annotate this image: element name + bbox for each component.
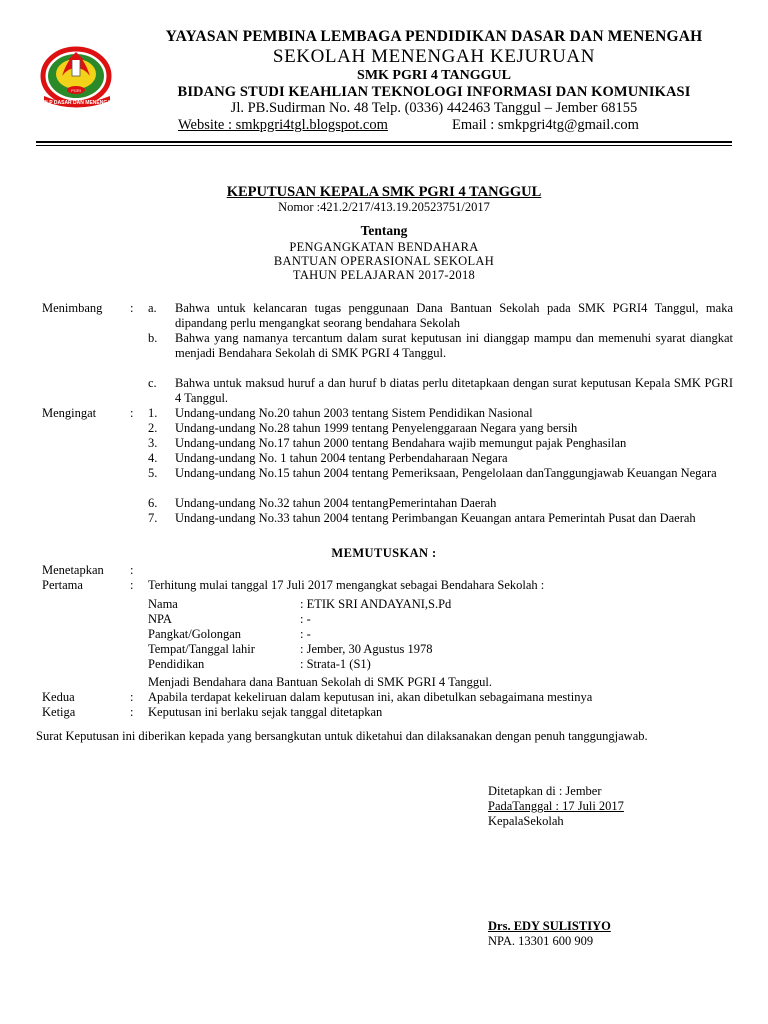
letterhead-address: Jl. PB.Sudirman No. 48 Telp. (0336) 442463 Tanggul – Jember 68155 bbox=[230, 100, 638, 116]
school-logo-icon bbox=[38, 46, 116, 108]
letterhead-contact bbox=[178, 117, 738, 134]
document-title: KEPUTUSAN KEPALA SMK PGRI 4 TANGGUL bbox=[226, 184, 542, 200]
field-label: Pangkat/Golongan bbox=[148, 627, 242, 641]
letterhead-field: BIDANG STUDI KEAHLIAN TEKNOLOGI INFORMASI DAN KOMUNIKASI bbox=[177, 84, 691, 100]
list-item: b. Bahwa yang namanya tercantum dalam surat keputusan ini dianggap mampu dan memenuhi syarat diangkat menjadi Bendahara Sekolah di SMK PGRI 4 Tanggul. bbox=[148, 331, 733, 360]
list-item: 6. Undang-undang No.32 tahun 2004 tentangPemerintahan Daerah bbox=[148, 496, 497, 510]
list-item: c. Bahwa untuk maksud huruf a dan huruf b diatas perlu ditetapkaan dengan surat keputusan Kepala SMK PGRI 4 Tanggul. bbox=[148, 376, 733, 405]
kedua-text: Apabila terdapat kekeliruan dalam keputusan ini, akan dibetulkan sebagaimana mestinya bbox=[148, 690, 593, 704]
website-link[interactable]: Website : smkpgri4tgl.blogspot.com bbox=[178, 117, 388, 133]
list-item: 5. Undang-undang No.15 tahun 2004 tentang Pemeriksaan, Pengelolaan danTanggungjawab Keuangan Negara bbox=[148, 466, 717, 480]
letterhead-divider bbox=[36, 141, 732, 143]
pertama-closing: Menjadi Bendahara dana Bantuan Sekolah di SMK PGRI 4 Tanggul. bbox=[148, 675, 492, 689]
pertama-colon: : bbox=[130, 578, 134, 592]
svg-text:YPLP DASAR DAN MENENGAH: YPLP DASAR DAN MENENGAH bbox=[39, 100, 115, 106]
pertama-text: Terhitung mulai tanggal 17 Juli 2017 mengangkat sebagai Bendahara Sekolah : bbox=[148, 578, 545, 592]
list-item: 7. Undang-undang No.33 tahun 2004 tentang Perimbangan Keuangan antara Pemerintah Pusat dan Daerah bbox=[148, 511, 696, 525]
svg-text:PGRI: PGRI bbox=[71, 88, 81, 93]
ketiga-label: Ketiga bbox=[42, 705, 76, 719]
field-value: : - bbox=[300, 612, 311, 626]
mengingat-colon: : bbox=[130, 406, 134, 420]
field-value: : - bbox=[300, 627, 311, 641]
menimbang-label: Menimbang bbox=[42, 301, 103, 315]
memutuskan-heading: MEMUTUSKAN : bbox=[331, 546, 437, 560]
list-item: a. Bahwa untuk kelancaran tugas penggunaan Dana Bantuan Sekolah pada SMK PGRI4 Tanggul, maka dipandang perlu mengangkat seorang bendahara Sekolah bbox=[148, 301, 733, 330]
kedua-colon: : bbox=[130, 690, 134, 704]
field-label: Nama bbox=[148, 597, 178, 611]
ketiga-text: Keputusan ini berlaku sejak tanggal ditetapkan bbox=[148, 705, 383, 719]
signature-position: KepalaSekolah bbox=[488, 814, 564, 828]
letterhead-divider-thin bbox=[36, 145, 732, 146]
list-item: 3. Undang-undang No.17 tahun 2000 tentang Bendahara wajib memungut pajak Penghasilan bbox=[148, 436, 627, 450]
document-number: Nomor :421.2/217/413.19.20523751/2017 bbox=[278, 200, 490, 214]
field-label: Tempat/Tanggal lahir bbox=[148, 642, 255, 656]
mengingat-label: Mengingat bbox=[42, 406, 97, 420]
list-item: 2. Undang-undang No.28 tahun 1999 tentang Penyelenggaraan Negara yang bersih bbox=[148, 421, 578, 435]
subject-line-1: PENGANGKATAN BENDAHARA bbox=[289, 240, 479, 254]
subject-line-3: TAHUN PELAJARAN 2017-2018 bbox=[292, 268, 476, 282]
field-value: : ETIK SRI ANDAYANI,S.Pd bbox=[300, 597, 452, 611]
kedua-label: Kedua bbox=[42, 690, 75, 704]
menimbang-colon: : bbox=[130, 301, 134, 315]
signatory-name: Drs. EDY SULISTIYO bbox=[488, 919, 611, 933]
letterhead-school-type: SEKOLAH MENENGAH KEJURUAN bbox=[272, 46, 596, 67]
tentang-heading: Tentang bbox=[360, 223, 408, 238]
field-label: Pendidikan bbox=[148, 657, 205, 671]
signature-place: Ditetapkan di : Jember bbox=[488, 784, 602, 798]
email-link[interactable]: Email : smkpgri4tg@gmail.com bbox=[452, 117, 639, 133]
closing-paragraph: Surat Keputusan ini diberikan kepada yang bersangkutan untuk diketahui dan dilaksanakan dengan penuh tanggungjawab. bbox=[36, 729, 648, 743]
list-item: 4. Undang-undang No. 1 tahun 2004 tentang Perbendaharaan Negara bbox=[148, 451, 508, 465]
list-item: 1. Undang-undang No.20 tahun 2003 tentang Sistem Pendidikan Nasional bbox=[148, 406, 533, 420]
menetapkan-label: Menetapkan bbox=[42, 563, 104, 577]
field-value: : Strata-1 (S1) bbox=[300, 657, 371, 671]
letterhead-foundation: YAYASAN PEMBINA LEMBAGA PENDIDIKAN DASAR DAN MENENGAH bbox=[165, 28, 703, 45]
ketiga-colon: : bbox=[130, 705, 134, 719]
menetapkan-colon: : bbox=[130, 563, 134, 577]
field-value: : Jember, 30 Agustus 1978 bbox=[300, 642, 433, 656]
signatory-npa: NPA. 13301 600 909 bbox=[488, 934, 594, 948]
subject-line-2: BANTUAN OPERASIONAL SEKOLAH bbox=[273, 254, 495, 268]
field-label: NPA bbox=[148, 612, 172, 626]
signature-date: PadaTanggal : 17 Juli 2017 bbox=[488, 799, 624, 813]
pertama-label: Pertama bbox=[42, 578, 83, 592]
letterhead-school-name: SMK PGRI 4 TANGGUL bbox=[357, 68, 511, 83]
